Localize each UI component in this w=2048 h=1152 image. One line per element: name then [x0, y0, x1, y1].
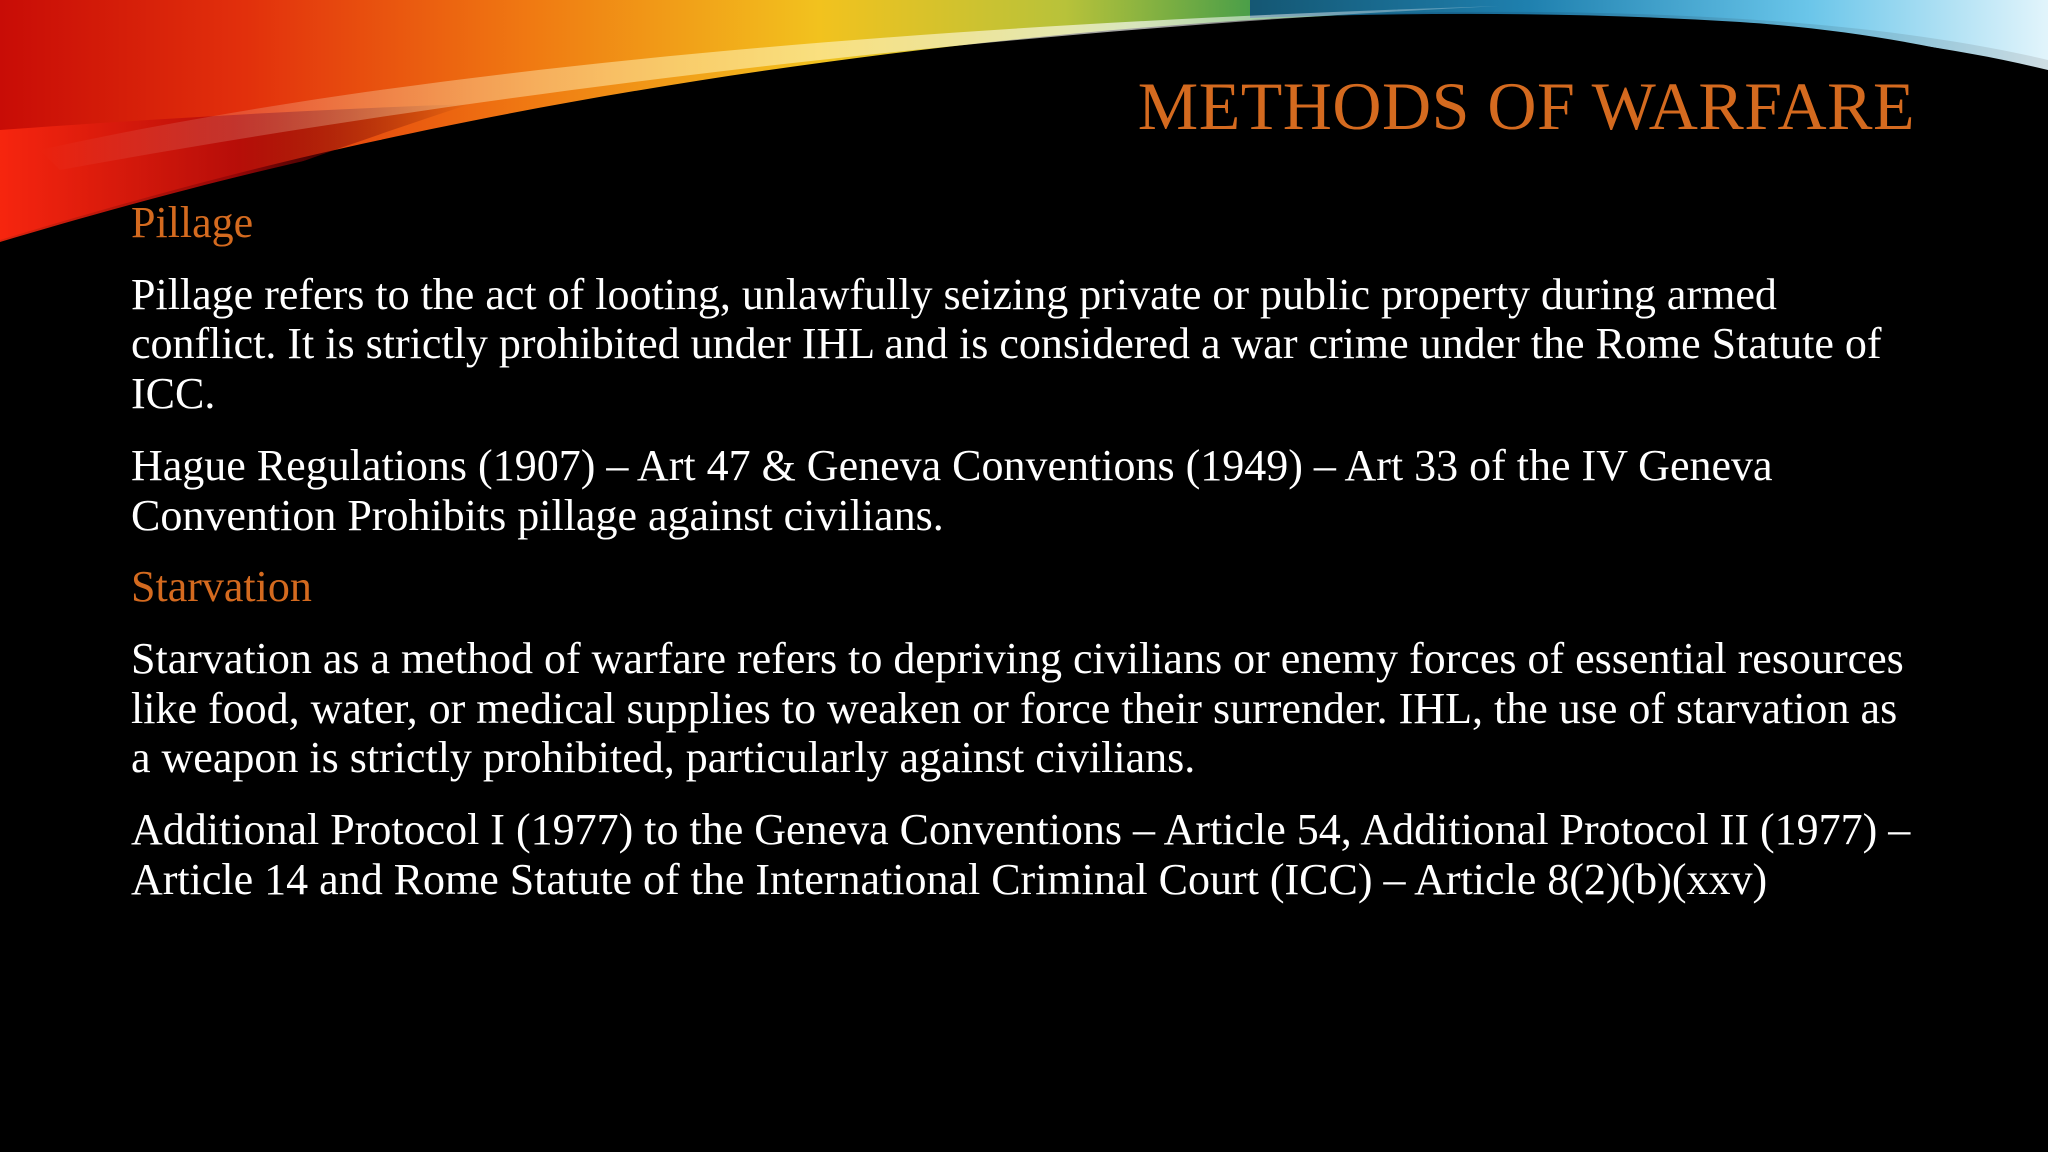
pillage-legal-basis-paragraph: Hague Regulations (1907) – Art 47 & Geneva Conventions (1949) – Art 33 of the IV Geneva Convention Prohibits pillage against civilians. [131, 440, 1773, 540]
section-heading-starvation: Starvation [131, 562, 312, 612]
section-heading-pillage: Pillage [131, 198, 254, 247]
slide-title: METHODS OF WARFARE [1137, 68, 1915, 144]
slide-body [131, 198, 1921, 927]
starvation-legal-basis-paragraph: Additional Protocol I (1977) to the Geneva Conventions – Article 54, Additional Protocol II (1977) – Article 14 and Rome Statute of the International Criminal Court (ICC) – Article 8(2)(b)(xxv) [131, 805, 1911, 904]
pillage-definition-paragraph: Pillage refers to the act of looting, unlawfully seizing private or public property during armed conflict. It is strictly prohibited under IHL and is considered a war crime under the Rome Statute of ICC. [131, 269, 1882, 419]
starvation-definition-paragraph: Starvation as a method of warfare refers to depriving civilians or enemy forces of essential resources like food, water, or medical supplies to weaken or force their surrender. IHL, the use of starvation as a weapon is strictly prohibited, particularly against civilians. [131, 634, 1904, 783]
